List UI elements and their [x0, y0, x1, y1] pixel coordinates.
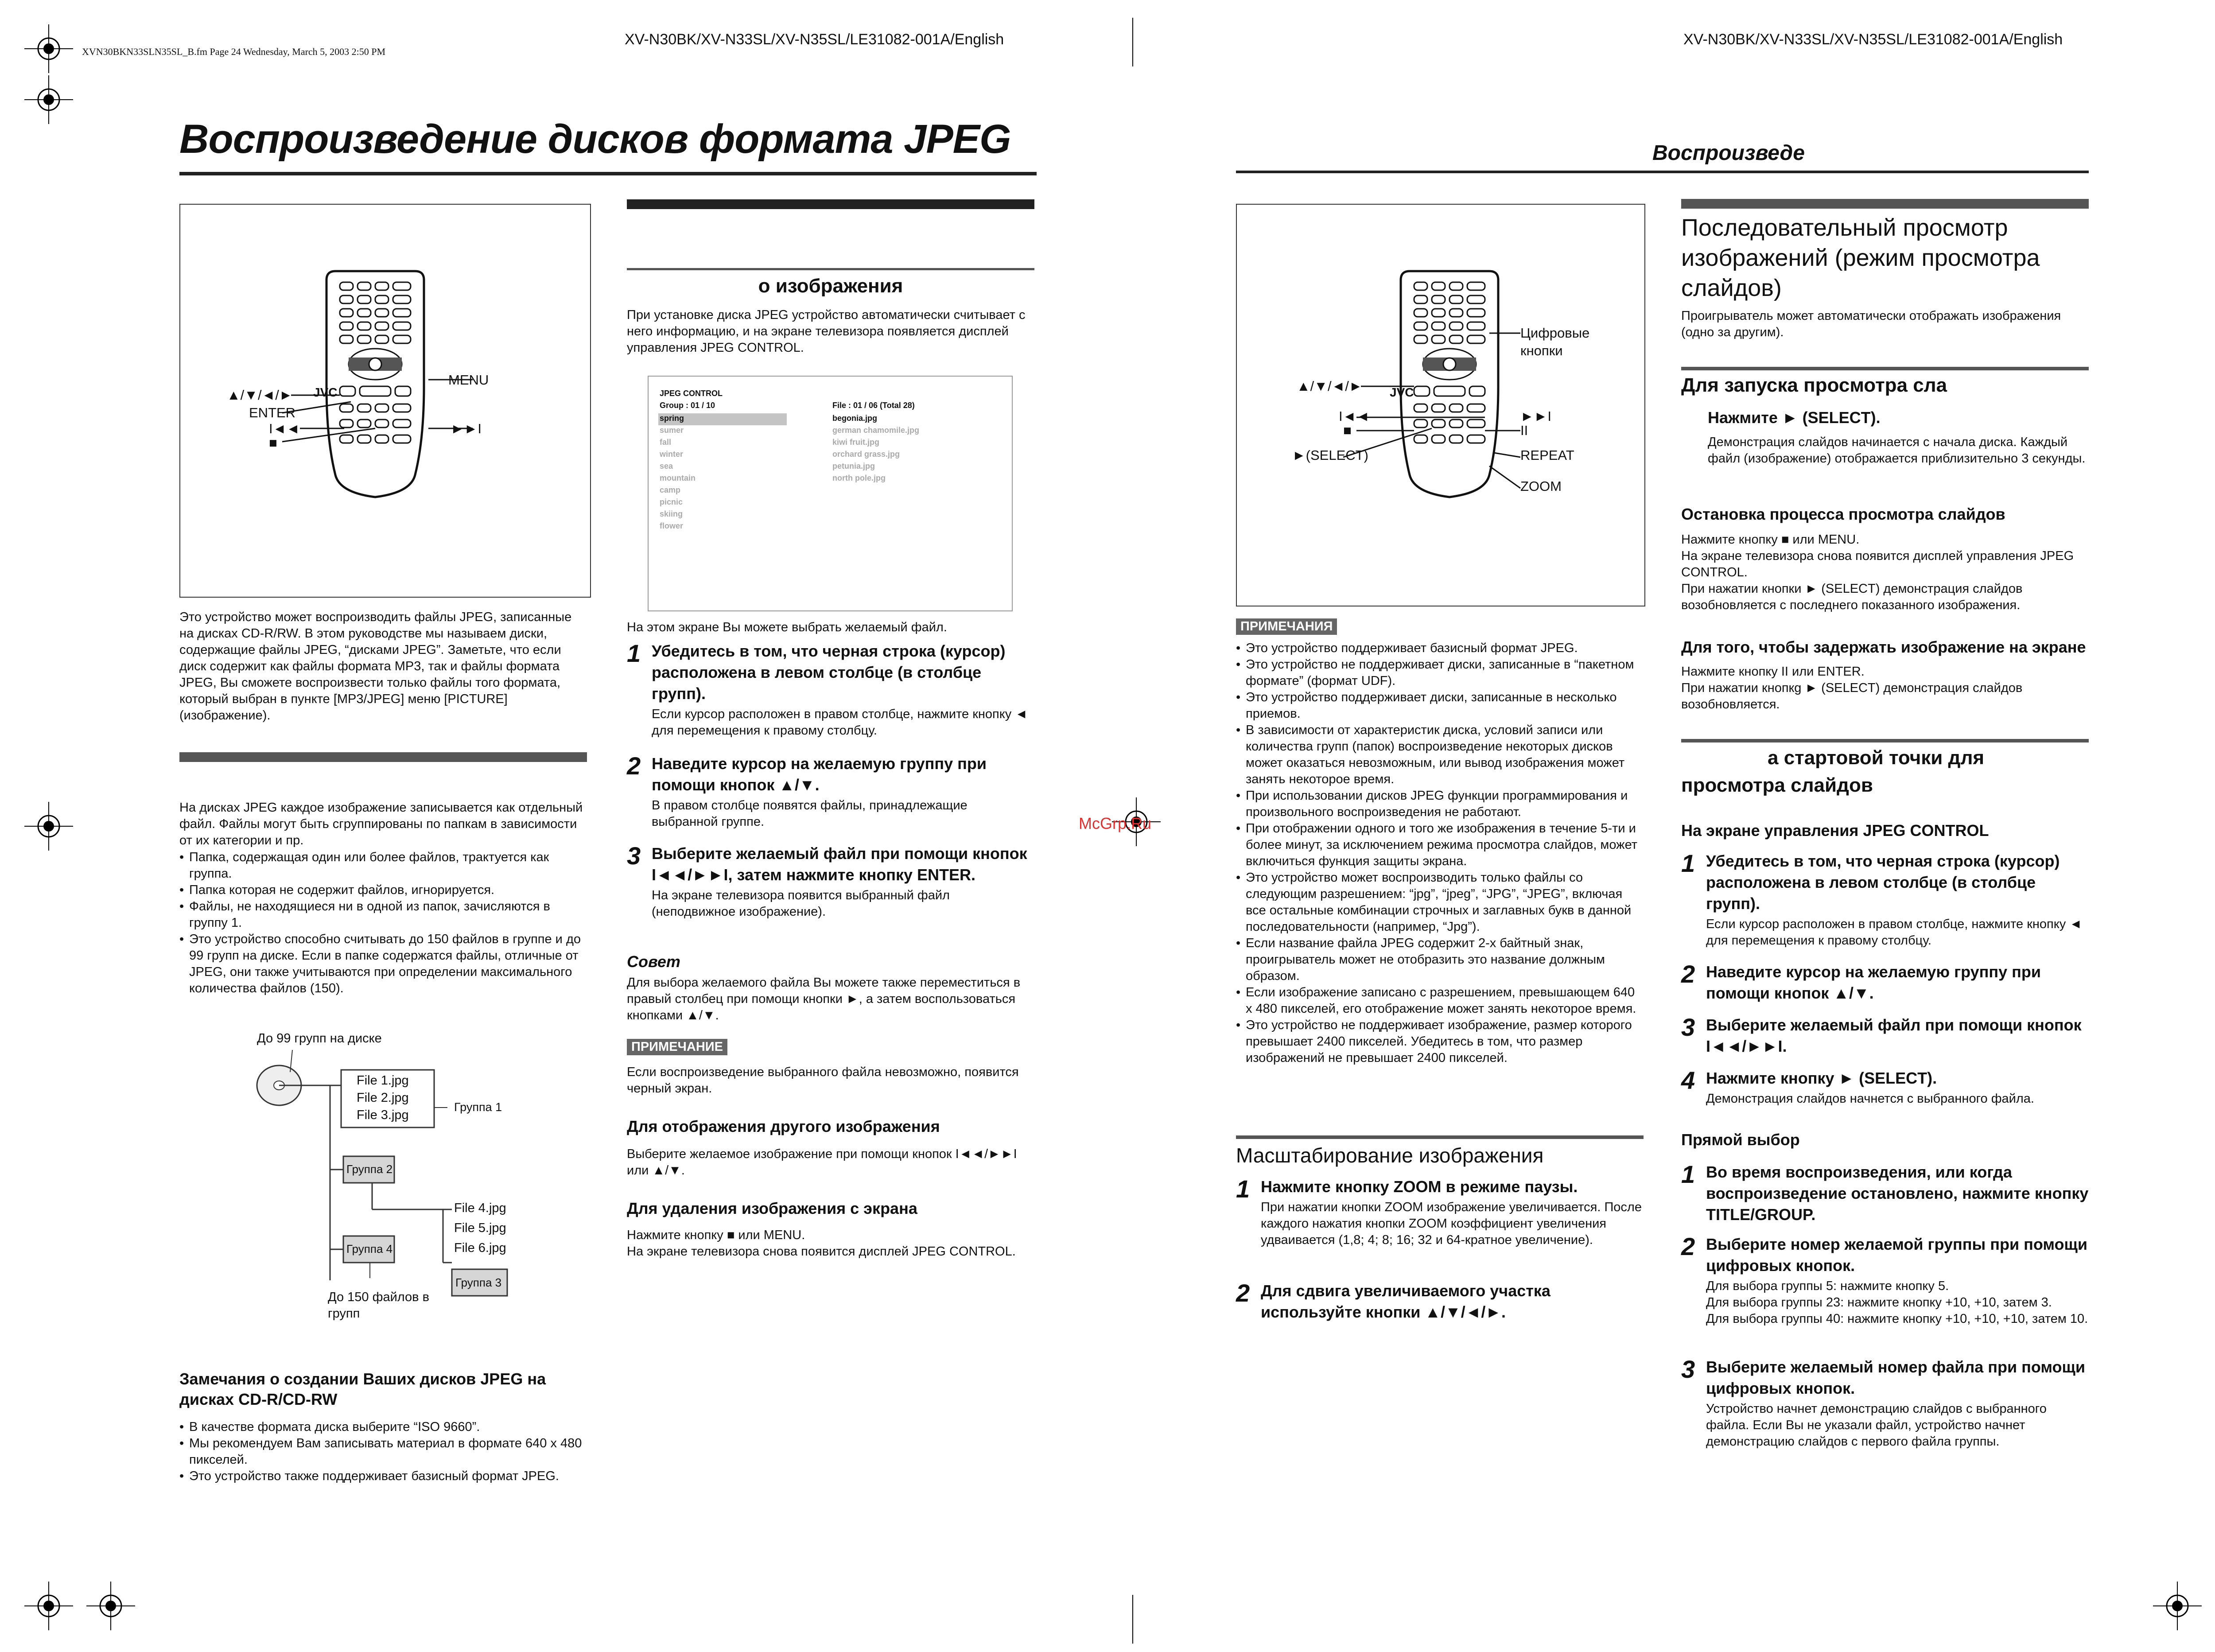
section-rule [1681, 739, 2089, 742]
groups-intro: На дисках JPEG каждое изображение записывается как отдельный файл. Файлы могут быть сгруппированы по папкам в зависимости от их категории и пр. [179, 801, 583, 847]
label-menu: MENU [448, 372, 489, 388]
group-item[interactable]: winter [660, 450, 684, 459]
startpoint-title: а стартовой точки для просмотра слайдов [1681, 747, 1985, 796]
intro-text: Это устройство может воспроизводить файлы JPEG, записанные на дисках CD-R/RW. В этом руководстве мы называем диски, содержащие файлы JPEG, “дисками JPEG”. Заметьте, что если диск содержит как файлы формата MP3, так и файлы формата JPEG, Вы сможете воспроизвести только файлы того формата, который выбран в пункте [MP3/JPEG] меню [PICTURE] (изображение). [179, 610, 572, 723]
col2-intro: При установке диска JPEG устройство автоматически считывает с него информацию, и на экране телевизора появляется дисплей управления JPEG CONTROL. [627, 308, 1026, 355]
watermark: McGrp.Ru [1079, 814, 1152, 832]
screen-caption: На этом экране Вы можете выбрать желаемый файл. [627, 620, 947, 634]
note-item: • При отображении одного и того же изображения в течение 5-ти и более минут, за исключением режима просмотра слайдов, может включиться функция защиты экрана. [1236, 820, 1644, 870]
tip-text: Для выбора желаемого файла Вы можете также переместиться в правый столбец при помощи кнопки ►, а затем воспользоваться кнопками ▲/▼. [627, 976, 1021, 1022]
file-name: File 6.jpg [454, 1241, 506, 1255]
step-desc: На экране телевизора появится выбранный файл (неподвижное изображение). [652, 888, 950, 919]
group-item[interactable]: fall [660, 438, 672, 447]
bullet-item: • Это устройство способно считывать до 150 файлов в группе и до 99 групп на диске. Если в папке содержатся файлы, отличные от JPEG, они также учитываются при определении максимального количества файлов (150). [179, 931, 589, 997]
group-counter: Group : 01 / 10 [660, 401, 715, 410]
jc-step-3 [1681, 1015, 2089, 1057]
other-image-text: Выберите желаемое изображение при помощи кнопок I◄◄/►►I или ▲/▼. [627, 1147, 1017, 1178]
step-2 [627, 753, 1034, 830]
label-prev: I◄◄ [1339, 408, 1370, 424]
hold-text: Нажмите кнопку II или ENTER. При нажатии кнопкg ► (SELECT) демонстрация слайдов возобновляется. [1681, 665, 2023, 711]
file-info: XVN30BKN33SLN35SL_B.fm Page 24 Wednesday, March 5, 2003 2:50 PM [82, 46, 386, 57]
group-item[interactable]: spring [660, 414, 684, 423]
bullet-item: • Папка, содержащая один или более файлов, трактуется как группа. [179, 849, 589, 882]
group-list [660, 412, 696, 532]
step-title: Нажмите кнопку ZOOM в режиме паузы. [1261, 1178, 1578, 1196]
jc-step-1 [1681, 851, 2089, 949]
step-desc: Устройство начнет демонстрацию слайдов с выбранного файла. Если Вы не указали файл, устройство начнет демонстрацию слайдов с первого файла группы. [1706, 1402, 2047, 1449]
registration-mark-icon [24, 24, 73, 73]
step-title: Наведите курсор на желаемую группу при помощи кнопок ▲/▼. [1706, 963, 2041, 1002]
label-select: ►(SELECT) [1292, 447, 1368, 463]
section-bar [179, 752, 587, 762]
jpeg-control-subtitle: На экране управления JPEG CONTROL [1681, 821, 1989, 840]
label-repeat: REPEAT [1520, 447, 1574, 463]
header-rule [1236, 171, 2089, 173]
section-bar [1681, 199, 2089, 209]
step-number: 1 [627, 639, 641, 667]
note-tag: ПРИМЕЧАНИЕ [627, 1039, 727, 1055]
step-number: 4 [1681, 1066, 1695, 1094]
label-arrows: ▲/▼/◄/► [1297, 378, 1363, 394]
group2-label: Группа 2 [346, 1162, 393, 1176]
zoom-step-1 [1236, 1176, 1644, 1248]
zoom-step-2 [1236, 1280, 1644, 1323]
step-desc: При нажатии кнопки ZOOM изображение увеличивается. После каждого нажатия кнопки ZOOM коэффициент увеличения удваивается (1,8; 4; 8; 16; 32 и 64-кратное увеличение). [1261, 1200, 1642, 1247]
step-title: Нажмите кнопку ► (SELECT). [1706, 1069, 1937, 1087]
tip-title: Совет [627, 952, 680, 971]
note-item: • В зависимости от характеристик диска, условий записи или количества групп (папок) воспроизведение некоторых дисков может оказаться невозможным, или вывод изображения может занять некоторое время. [1236, 722, 1644, 788]
note-item: • Мы рекомендуем Вам записывать материал в формате 640 x 480 пикселей. [179, 1435, 589, 1468]
group3-label: Группа 3 [455, 1276, 502, 1289]
group3-files [454, 1198, 506, 1258]
label-prev: I◄◄ [269, 421, 300, 436]
step-number: 2 [627, 752, 641, 780]
model-header-right: XV-N30BK/XV-N33SL/XV-N35SL/LE31082-001A/English [1683, 31, 2063, 48]
label-stop: ■ [1343, 423, 1352, 438]
step-1 [627, 641, 1034, 739]
label-zoom: ZOOM [1520, 478, 1562, 494]
file-counter: File : 01 / 06 (Total 28) [832, 401, 915, 410]
diagram-top-label: До 99 групп на диске [257, 1031, 382, 1046]
registration-mark-icon [2153, 1582, 2202, 1630]
step-desc: В правом столбце появятся файлы, принадлежащие выбранной группе. [652, 798, 968, 829]
group-item[interactable]: skiing [660, 509, 683, 518]
label-next: ►►I [1520, 408, 1551, 424]
group-item[interactable]: mountain [660, 474, 696, 482]
start-title: Для запуска просмотра сла [1681, 374, 1947, 396]
registration-mark-icon [24, 75, 73, 124]
note-item: • Это устройство поддерживает диски, записанные в несколько приемов. [1236, 689, 1644, 722]
crop-line [1132, 18, 1133, 66]
group-item[interactable]: flower [660, 521, 684, 530]
group-item[interactable]: camp [660, 486, 681, 494]
section-bar [627, 199, 1034, 209]
step-number: 2 [1681, 960, 1695, 988]
start-step-title: Нажмите ► (SELECT). [1708, 408, 1881, 427]
step-title: Выберите желаемый номер файла при помощи цифровых кнопок. [1706, 1358, 2086, 1397]
file-list [832, 412, 919, 484]
notes-title: Замечания о создании Ваших дисков JPEG на дисках CD-R/CD-RW [179, 1370, 546, 1408]
jc-step-2 [1681, 961, 2089, 1004]
file-name: File 2.jpg [357, 1091, 409, 1105]
label-stop: ■ [269, 435, 277, 451]
group1-label: Группа 1 [454, 1100, 502, 1114]
notes-tag: ПРИМЕЧАНИЯ [1236, 618, 1337, 635]
note-item: • Это устройство не поддерживает изображение, размер которого превышает 2400 пикселей. Убедитесь в том, что размер изображений не превышает 2400 пикселей. [1236, 1017, 1644, 1066]
registration-mark-icon [24, 802, 73, 851]
direct-step-3 [1681, 1357, 2089, 1450]
label-arrows: ▲/▼/◄/► [227, 387, 293, 403]
step-number: 1 [1681, 849, 1695, 877]
page-title: Воспроизведение дисков формата JPEG [179, 117, 1011, 162]
step-title: Выберите номер желаемой группы при помощи цифровых кнопок. [1706, 1235, 2088, 1275]
label-pause: II [1520, 423, 1528, 438]
direct-subtitle: Прямой выбор [1681, 1131, 1800, 1149]
file-name: File 4.jpg [454, 1201, 506, 1215]
note-item: • Это устройство может воспроизводить только файлы со следующим разрешением: “jpg”, “jpeg”, “JPG”, “JPEG”, включая все остальные комбинации строчных и заглавных букв в данной последовательности (например, “Jpg”). [1236, 870, 1644, 935]
step-title: Убедитесь в том, что черная строка (курсор) расположена в левом столбце (в столбце групп). [1706, 852, 2060, 913]
step-number: 3 [1681, 1013, 1695, 1041]
label-enter: ENTER [249, 405, 296, 420]
note-text: Если воспроизведение выбранного файла невозможно, появится черный экран. [627, 1065, 1019, 1096]
remote-control-icon [1237, 205, 1644, 606]
remote-illustration-2 [1236, 204, 1645, 606]
bullet-item: • Файлы, не находящиеся ни в одной из папок, зачисляются в группу 1. [179, 898, 589, 931]
step-title: Выберите желаемый файл при помощи кнопок I◄◄/►►I, затем нажмите кнопку ENTER. [652, 844, 1027, 884]
group-item[interactable]: picnic [660, 498, 683, 506]
registration-mark-icon [24, 1582, 73, 1630]
note-item: • Если изображение записано с разрешением, превышающем 640 x 480 пикселей, его отображение может занять некоторое время. [1236, 984, 1644, 1017]
file-item[interactable]: begonia.jpg [832, 414, 877, 423]
col2-heading: о изображения [758, 275, 903, 297]
section-rule [1681, 367, 2089, 370]
step-desc: Если курсор расположен в правом столбце, нажмите кнопку ◄ для перемещения к правому столбцу. [652, 707, 1028, 738]
section-header: Воспроизведе [1652, 141, 1805, 165]
step-number: 2 [1236, 1279, 1250, 1307]
model-header-left: XV-N30BK/XV-N33SL/XV-N35SL/LE31082-001A/English [625, 31, 1004, 48]
step-number: 3 [627, 842, 641, 870]
remove-image-title: Для удаления изображения с экрана [627, 1199, 917, 1217]
direct-step-2 [1681, 1234, 2089, 1327]
group-item[interactable]: sumer [660, 426, 684, 435]
step-desc: Для выбора группы 5: нажмите кнопку 5. Для выбора группы 23: нажмите кнопку +10, +10, затем 3. Для выбора группы 40: нажмите кнопку +10, +10, +10, затем 10. [1706, 1279, 2088, 1326]
note-item: • При использовании дисков JPEG функции программирования и произвольного воспроизведения не работают. [1236, 788, 1644, 820]
remove-image-text: Нажмите кнопку ■ или MENU. На экране телевизора снова появится дисплей JPEG CONTROL. [627, 1228, 1016, 1259]
stop-text: Нажмите кнопку ■ или MENU. На экране телевизора снова появится дисплей управления JPEG CONTROL. При нажатии кнопки ► (SELECT) демонстрация слайдов возобновляется с последнего показанного изображения. [1681, 533, 2074, 612]
other-image-title: Для отображения другого изображения [627, 1117, 940, 1135]
note-item: • Это устройство поддерживает базисный формат JPEG. [1236, 640, 1644, 657]
slideshow-title: Последовательный просмотр изображений (режим просмотра слайдов) [1681, 214, 2040, 301]
notes-list [179, 1419, 589, 1485]
file-name: File 3.jpg [357, 1108, 409, 1122]
hold-title: Для того, чтобы задержать изображение на экране [1681, 638, 2086, 656]
group1-files [357, 1072, 409, 1124]
remote-brand: JVC [1390, 385, 1414, 399]
slideshow-intro: Проигрыватель может автоматически отображать изображения (одно за другим). [1681, 309, 2061, 339]
right-notes-list [1236, 640, 1644, 1066]
step-title: Выберите желаемый файл при помощи кнопок I◄◄/►►I. [1706, 1016, 2082, 1055]
file-item[interactable]: north pole.jpg [832, 474, 886, 482]
note-item: • Это устройство также поддерживает базисный формат JPEG. [179, 1468, 589, 1485]
remote-brand: JVC [313, 385, 338, 399]
zoom-title: Масштабирование изображения [1236, 1144, 1544, 1167]
note-item: • В качестве формата диска выберите “ISO 9660”. [179, 1419, 589, 1435]
jpeg-control-screen [648, 376, 1013, 611]
groups-bullet-list [179, 849, 589, 997]
max-files-label: До 150 файлов в групп [328, 1290, 430, 1321]
step-title: Во время воспроизведения, или когда воспроизведение остановлено, нажмите кнопку TITLE/GROUP. [1706, 1163, 2089, 1224]
file-item[interactable]: orchard grass.jpg [832, 450, 900, 459]
title-rule [179, 172, 1037, 175]
step-title: Наведите курсор на желаемую группу при помощи кнопок ▲/▼. [652, 754, 987, 794]
group-item[interactable]: sea [660, 462, 673, 470]
file-name: File 1.jpg [357, 1073, 409, 1088]
file-item[interactable]: kiwi fruit.jpg [832, 438, 879, 447]
bullet-item: • Папка которая не содержит файлов, игнорируется. [179, 882, 589, 898]
jc-step-4 [1681, 1068, 2089, 1107]
section-rule [627, 268, 1034, 270]
step-3 [627, 843, 1034, 920]
group4-label: Группа 4 [346, 1242, 393, 1256]
direct-step-1 [1681, 1162, 2089, 1225]
label-digits: Цифровые кнопки [1520, 325, 1590, 358]
step-title: Для сдвига увеличиваемого участка используйте кнопки ▲/▼/◄/►. [1261, 1282, 1550, 1321]
step-number: 1 [1681, 1160, 1695, 1188]
stop-title: Остановка процесса просмотра слайдов [1681, 505, 2005, 523]
file-item[interactable]: german chamomile.jpg [832, 426, 920, 435]
step-number: 3 [1681, 1355, 1695, 1383]
step-number: 2 [1681, 1232, 1695, 1260]
registration-mark-icon [86, 1582, 135, 1630]
file-name: File 5.jpg [454, 1221, 506, 1235]
note-item: • Это устройство не поддерживает диски, записанные в “пакетном формате” (формат UDF). [1236, 657, 1644, 689]
label-next: ►►I [451, 421, 482, 436]
folder-diagram [248, 1028, 523, 1320]
step-desc: Демонстрация слайдов начнется с выбранного файла. [1706, 1092, 2034, 1106]
screen-title: JPEG CONTROL [660, 389, 723, 398]
step-number: 1 [1236, 1175, 1250, 1203]
step-title: Убедитесь в том, что черная строка (курсор) расположена в левом столбце (в столбце групп). [652, 642, 1006, 703]
note-item: • Если название файла JPEG содержит 2-х байтный знак, проигрыватель может не отобразить это название должным образом. [1236, 935, 1644, 984]
section-rule [1236, 1135, 1644, 1139]
crop-line [1132, 1595, 1133, 1644]
remote-illustration [179, 204, 591, 598]
step-desc: Если курсор расположен в правом столбце, нажмите кнопку ◄ для перемещения к правому столбцу. [1706, 917, 2083, 948]
file-item[interactable]: petunia.jpg [832, 462, 875, 470]
start-step-desc: Демонстрация слайдов начинается с начала диска. Каждый файл (изображение) отображается приблизительно 3 секунды. [1708, 435, 2086, 466]
